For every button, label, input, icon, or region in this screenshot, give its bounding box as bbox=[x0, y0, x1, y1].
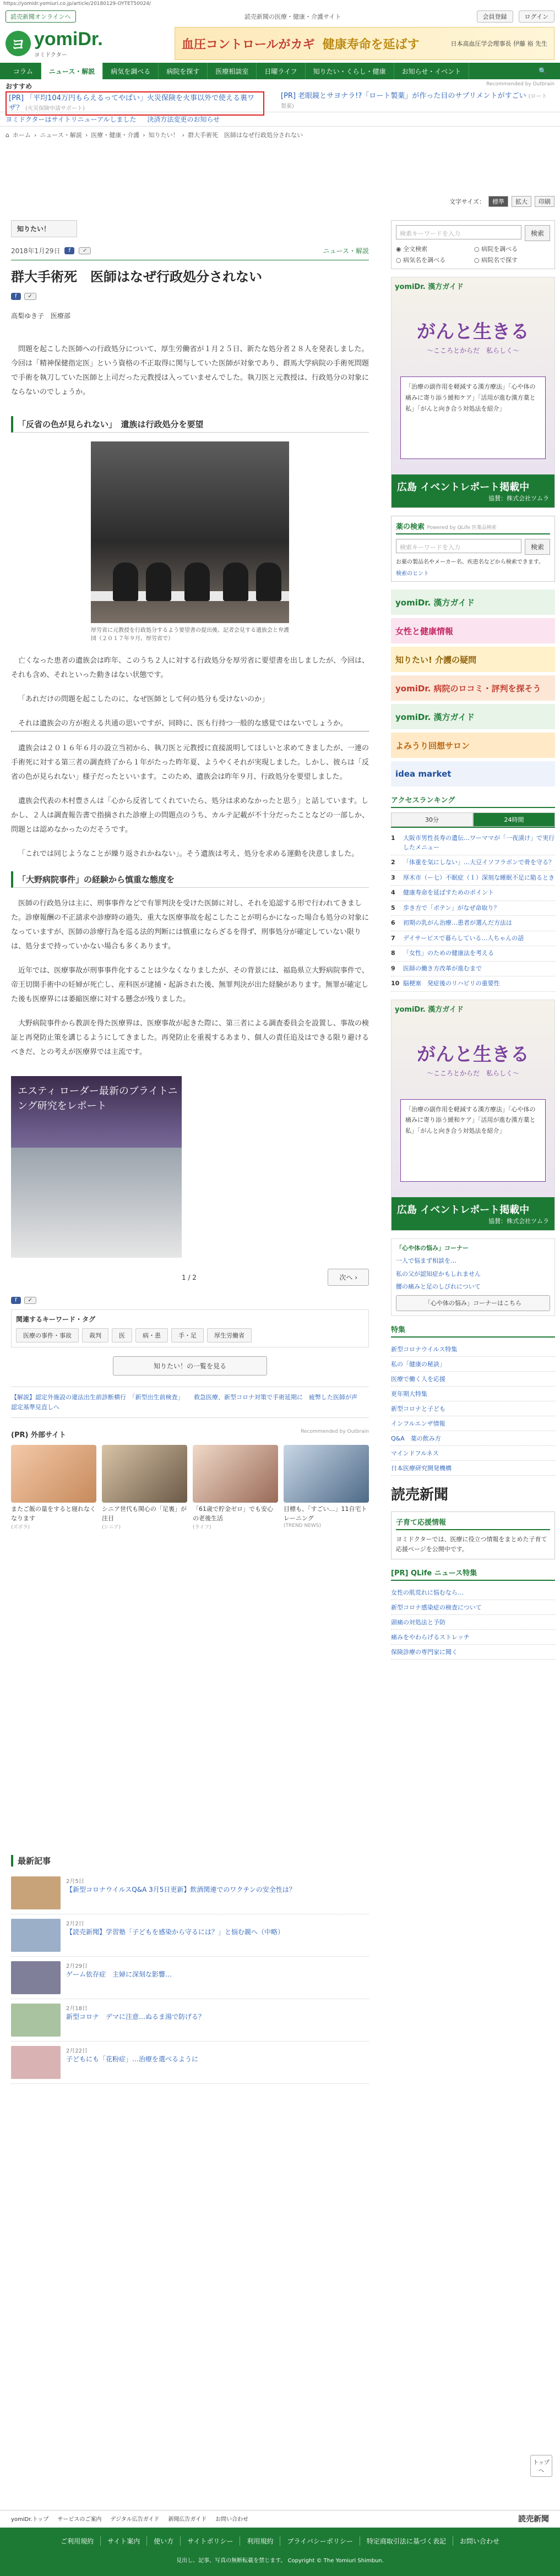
news-item[interactable]: 2月29日 ゲーム依存症 主婦に深刻な影響… bbox=[11, 1957, 369, 1999]
news-item[interactable]: 2月2日 【読売新聞】学習塾「子どもを感染から守るには？」と悩む親へ（中略） bbox=[11, 1914, 369, 1957]
ranking-title: アクセスランキング bbox=[391, 794, 555, 808]
breadcrumb-current: 群大手術死 医師はなぜ行政処分されない bbox=[188, 132, 303, 139]
drug-search: 薬の検索 Powered by QLife 医薬品検索 検索キーワードを入力 検索 お薬の製品名やメーカー名、疾患名などから検索できます。 検索のヒント bbox=[391, 516, 555, 582]
logo-mark-icon: ヨ bbox=[6, 31, 31, 56]
qlife-link[interactable]: 頭痛の対処法と予防 bbox=[391, 1615, 555, 1630]
footer-link[interactable]: お問い合わせ bbox=[215, 2517, 249, 2523]
qlife-news: [PR] QLife ニュース特集 女性の肌荒れに悩むなら… 新型コロナ感染症の検査について 頭痛の対処法と予防 痛みをやわらげるストレッチ 保険診療の専門家に聞く bbox=[391, 1567, 555, 1660]
ranking-item[interactable]: 3 厚木市（ー七）不眠症（１）深刻な睡眠不足に陥るとき bbox=[391, 871, 555, 886]
side-banner[interactable]: 女性と健康情報 bbox=[391, 618, 555, 643]
breadcrumb-item[interactable]: 医療・健康・介護 bbox=[91, 132, 140, 139]
drug-search-button[interactable]: 検索 bbox=[525, 539, 550, 555]
article-paragraph: 近年では、医療事故が刑事事件化することは少なくなりましたが、その背景には、福島県立大野病院事件で、帝王切開手術中の妊婦が死亡し、産科医が逮捕・起訴された後、無罪判決が出た経験があります。無罪が確定した後も医療界には萎縮医療に対する懸念が残りました。 bbox=[11, 967, 369, 1003]
qa-more-button[interactable]: 「心や体の悩み」コーナーはこちら bbox=[396, 1295, 550, 1312]
article-meta bbox=[11, 242, 369, 260]
footer-nav-link[interactable]: お問い合わせ bbox=[459, 2537, 499, 2545]
top-bar bbox=[0, 9, 560, 24]
article-kicker: 知りたい！ bbox=[11, 220, 77, 237]
qa-item[interactable]: 私の父が認知症かもしれません bbox=[396, 1270, 481, 1278]
keyword-tags bbox=[11, 1309, 369, 1347]
notice-link[interactable]: 決済方法変更のお知らせ bbox=[147, 116, 220, 123]
nav-item[interactable]: 病気を調べる bbox=[103, 63, 159, 79]
subscribe-link[interactable]: 読売新聞オンラインへ bbox=[6, 10, 76, 23]
pr-heading: (PR) 外部サイト Recommended by Outbrain bbox=[11, 1429, 369, 1440]
nav-item[interactable]: お知らせ・イベント bbox=[394, 63, 470, 79]
photo-caption: 厚労省に元教授を行政処分するよう要望書の提出後、記者会見する遺族会と弁護団（２０１７年９月、厚労省で） bbox=[91, 627, 289, 642]
latest-news-heading: 最新記事 bbox=[11, 1855, 369, 1866]
breadcrumb-item[interactable]: 知りたい！ bbox=[148, 132, 179, 139]
side-banner[interactable]: idea market bbox=[391, 761, 555, 787]
pr-card[interactable]: 「61歳で貯金ゼロ」でも安心の老後生活 (ライフ) bbox=[193, 1445, 278, 1530]
recommended-strip bbox=[0, 79, 560, 112]
feature-link[interactable]: 新型コロナと子ども bbox=[391, 1401, 555, 1416]
page-indicator: 1 / 2 bbox=[182, 1273, 197, 1281]
tag-chip[interactable]: 厚生労働省 bbox=[207, 1328, 252, 1342]
feature-list: 特集 新型コロナウイルス特集 私の「健康の秘訣」 医療で働く人を応援 更年期大特集 新型コロナと子ども インフルエンザ情報 Q&A 薬の飲み方 マインドフルネス 日本医療研究開発機構 bbox=[391, 1324, 555, 1476]
font-large-button[interactable]: 拡大 bbox=[512, 196, 531, 207]
footer-nav-link[interactable]: サイト案内 bbox=[101, 2536, 147, 2546]
header-banner-ad[interactable] bbox=[175, 27, 554, 60]
ranking-tab[interactable]: 30分 bbox=[391, 812, 473, 827]
ranking-item[interactable]: 9 医師の働き方改革が進むまで bbox=[391, 962, 555, 977]
article-photo bbox=[91, 441, 289, 623]
sidebar-ad[interactable]: yomiDr. 漢方ガイド がんと生きる 〜こころとからだ 私らしく〜 「治療の副作用を軽減する漢方療法」「心や体の痛みに寄り添う緩和ケア」「活用が進む漢方薬と私」「がんと向き合う対処法を紹介」 広島 イベントレポート掲載中 協賛：株式会社ツムラ bbox=[391, 1000, 555, 1231]
sidebar bbox=[391, 220, 555, 1660]
nav-item[interactable]: 日曜ライフ bbox=[257, 63, 305, 79]
prev-next-links bbox=[11, 1387, 369, 1418]
nav-item[interactable]: 知りたい・くらし・健康 bbox=[306, 63, 394, 79]
article-paragraph: 医師の行政処分は主に、刑事事件などで有罪判決を受けた医師に対し、それを追認する形で行われてきました。診療報酬の不正請求や診療時の過失、重大な医療事故を起こしたことが明らかになった場合も処分の対象になっていますが、医師の診療行為を巡る法的判断には慎重にならざるを得ず、刑事処分が確定していない限りは、処分まで持っていかない場合も多くあります。 bbox=[11, 899, 369, 951]
tag-chip[interactable]: 医 bbox=[112, 1328, 132, 1342]
drug-search-desc: お薬の製品名やメーカー名、疾患名などから検索できます。 bbox=[396, 559, 544, 565]
header bbox=[0, 24, 560, 63]
qa-corner: 「心や体の悩み」コーナー 一人で悩まず相談を… 私の父が認知症かもしれません 腰の痛みと足のしびれについて 「心や体の悩み」コーナーはこちら bbox=[391, 1238, 555, 1317]
qa-item[interactable]: 腰の痛みと足のしびれについて bbox=[396, 1283, 481, 1291]
search-radio[interactable]: ○ 病院名で探す bbox=[474, 256, 518, 264]
feature-link[interactable]: 更年期大特集 bbox=[391, 1387, 555, 1401]
feature-link[interactable]: 私の「健康の秘訣」 bbox=[391, 1357, 555, 1372]
ranking-item[interactable]: 4 健康寿命を延ばすためのポイント bbox=[391, 886, 555, 901]
home-icon: ⌂ bbox=[6, 131, 9, 139]
side-banner[interactable]: 知りたい! 介護の疑問 bbox=[391, 647, 555, 672]
share-buttons-bottom bbox=[11, 1297, 369, 1304]
qlife-link[interactable]: 痛みをやわらげるストレッチ bbox=[391, 1630, 555, 1645]
yomiuri-logo[interactable]: 読売新聞 bbox=[391, 1487, 449, 1504]
tag-chip[interactable]: 医療の事件・事故 bbox=[16, 1328, 79, 1342]
ranking-item[interactable]: 2 「体重を気にしない」…大豆イソフラボンで骨を守る？ bbox=[391, 855, 555, 871]
site-tagline: 読売新聞の医療・健康・介護サイト bbox=[244, 13, 341, 20]
search-radio[interactable]: ○ 病気名を調べる bbox=[396, 256, 446, 264]
news-item[interactable]: 2月18日 新型コロナ デマに注意…ぬるま湯で防げる？ bbox=[11, 1999, 369, 2042]
article-date: 2018年1月29日 bbox=[11, 247, 61, 255]
prev-article-link[interactable]: 【解説】認定外施設の違法出生前診断横行 「新型出生前検査」認定基準見直しへ bbox=[11, 1394, 184, 1411]
site-search bbox=[391, 220, 555, 269]
footer-link[interactable]: デジタル広告ガイド bbox=[110, 2517, 160, 2523]
recommended-item[interactable]: [PR] 「平均104万円もらえるってやばい」火災保険を火事以外で使える裏ワザ？ (火災保険申請サポート) bbox=[6, 91, 264, 116]
site-logo[interactable]: ヨ yomiDr. ヨミドクター bbox=[6, 29, 103, 58]
banner-sponsor: 日本高血圧学会理事長 伊藤 裕 先生 bbox=[450, 40, 547, 47]
ranking-item[interactable]: 6 初期の乳がん治療…患者が選んだ方法は bbox=[391, 916, 555, 931]
pr-grid bbox=[11, 1445, 369, 1530]
font-standard-button[interactable]: 標準 bbox=[488, 196, 508, 207]
breadcrumb: ⌂ ホーム › ニュース・解説 › 医療・健康・介護 › 知りたい！ › 群大手術死 医師はなぜ行政処分されない bbox=[6, 131, 303, 139]
notice-link[interactable]: ヨミドクターはサイトリニューアルしました bbox=[6, 116, 137, 123]
feature-link[interactable]: Q&A 薬の飲み方 bbox=[391, 1431, 555, 1446]
access-ranking bbox=[391, 794, 555, 992]
tag-chip[interactable]: 裁判 bbox=[82, 1328, 108, 1342]
footer-links bbox=[0, 2510, 560, 2526]
ranking-item[interactable]: 5 歩き方で「ポテン」がなぜ命取り？ bbox=[391, 901, 555, 916]
article-main bbox=[11, 220, 369, 2084]
sidebar-ad[interactable]: yomiDr. 漢方ガイド がんと生きる 〜こころとからだ 私らしく〜 「治療の副作用を軽減する漢方療法」「心や体の痛みに寄り添う緩和ケア」「活用が進む漢方薬と私」「がんと向き合う対処法を紹介」 広島 イベントレポート掲載中 協賛：株式会社ツムラ bbox=[391, 277, 555, 508]
tag-chip[interactable]: 病・患 bbox=[135, 1328, 168, 1342]
search-radio[interactable]: ○ 病院を調べる bbox=[474, 245, 518, 253]
feature-link[interactable]: 医療で働く人を応援 bbox=[391, 1372, 555, 1387]
copyright: 見出し、記事、写真の無断転載を禁じます。 Copyright © The Yomiuri Shimbun. bbox=[176, 2558, 384, 2564]
back-to-top-button[interactable]: トップへ bbox=[530, 2455, 552, 2477]
ranking-item[interactable]: 8 「女性」のための健康法を考える bbox=[391, 946, 555, 962]
qa-item[interactable]: 一人で悩まず相談を… bbox=[396, 1257, 456, 1265]
global-nav bbox=[0, 63, 560, 79]
check-button[interactable]: ✓ bbox=[79, 247, 91, 254]
breadcrumb-item[interactable]: ニュース・解説 bbox=[40, 132, 82, 139]
side-banner[interactable]: よみうり回想サロン bbox=[391, 733, 555, 758]
breadcrumb-item[interactable]: ホーム bbox=[12, 132, 31, 139]
inline-ad[interactable]: エスティ ローダー最新のブライトニング研究をレポート bbox=[11, 1076, 182, 1258]
footer-link[interactable]: サービスのご案内 bbox=[57, 2517, 102, 2523]
share-buttons bbox=[11, 293, 369, 300]
article-paragraph: 「これでは同じようなことが繰り返されかねない」。そう遺族は考え、処分を求める運動を決意しました。 bbox=[18, 850, 359, 858]
login-button[interactable]: ログイン bbox=[519, 10, 554, 23]
article-paragraph: 遺族会代表の木村豊さんは「心から反省してくれていたら、処分は求めなかったと思う」と話しています。しかし、２人は調査報告書で指摘された診療上の問題点のうち、カルテ記載が不十分だったことなどの一部しか、問題とは認めなかったのだそうです。 bbox=[11, 797, 369, 834]
recommended-heading: おすすめ bbox=[6, 83, 32, 90]
article-paragraph: 遺族会は２０１６年６月の設立当初から、執刀医と元教授に直接説明してほしいと求めてきましたが、一連の手術死に対する第三者の調査終了から１年がたった昨年夏、ようやくそれが実現しました。しかし、彼らは「反省の色が見られない」様子だったといいます。このため、遺族会は昨年９月、行政処分を要望しました。 bbox=[11, 744, 369, 781]
next-article-link[interactable]: 救急医療、新型コロナ対策で手術延期に 疲弊した医師が声 bbox=[194, 1394, 357, 1401]
footer-link[interactable]: 読売新聞 bbox=[518, 2514, 549, 2524]
article-title: 群大手術死 医師はなぜ行政処分されない bbox=[11, 269, 262, 285]
side-banner[interactable]: yomiDr. 漢方ガイド bbox=[391, 590, 555, 615]
facebook-share-button[interactable]: f bbox=[11, 1297, 21, 1304]
news-item[interactable]: 2月5日 【新型コロナウイルスQ&A 3月5日更新】飲酒関連でのワクチンの安全性は？ bbox=[11, 1872, 369, 1914]
search-icon[interactable]: 🔍 bbox=[539, 67, 547, 75]
footer bbox=[0, 2528, 560, 2576]
news-item[interactable]: 2月22日 子どもにも「花粉症」…治療を選べるように bbox=[11, 2042, 369, 2084]
next-page-button[interactable]: 次へ › bbox=[328, 1269, 369, 1286]
ranking-item[interactable]: 1 大阪市男性長寿の遺伝…ワーママが「一夜漬け」で実行したメニュー bbox=[391, 831, 555, 855]
article-lead: 問題を起こした医師への行政処分について、厚生労働省が１月２５日、新たな処分者２８人を発表しました。今回は「精神保健指定医」という資格の不正取得に関与していた医師が対象であり、群馬大学病院の手術死問題で手術を執刀していた医師と上司だった元教授は入っていませんでした。執刀医と元教授は、行政処分の対象にならないのでしょうか。 bbox=[11, 345, 369, 396]
spacer bbox=[11, 1547, 369, 1822]
url-bar: https://yomidr.yomiuri.co.jp/article/20180129-OYTET50024/ bbox=[0, 0, 560, 9]
keyword-title: 関連するキーワード・タグ bbox=[16, 1316, 96, 1323]
check-button[interactable]: ✓ bbox=[24, 293, 36, 300]
qlife-link[interactable]: 保険診療の専門家に聞く bbox=[391, 1645, 555, 1660]
ranking-tab-active[interactable]: 24時間 bbox=[473, 812, 555, 827]
pr-card[interactable]: シニア世代も関心の「足裏」が注目 (シニア) bbox=[102, 1445, 187, 1530]
ranking-item[interactable]: 10 脳梗塞 発症後のリハビリの重要性 bbox=[391, 976, 555, 992]
footer-nav-link[interactable]: ご利用規約 bbox=[54, 2536, 101, 2546]
nav-item[interactable]: コラム bbox=[6, 63, 41, 79]
section-heading: 「反省の色が見られない」 遺族は行政処分を要望 bbox=[11, 416, 369, 433]
pagination bbox=[11, 1269, 369, 1286]
section-heading: 「大野病院事件」の経験から慎重な態度を bbox=[11, 871, 369, 888]
footer-nav-link[interactable]: 特定商取引法に基づく表記 bbox=[360, 2536, 453, 2546]
article-paragraph: 大野病院事件から教訓を得た医療界は、医療事故が起きた際に、第三者による調査委員会を設置し、事故の検証と再発防止策を講じるようにしてきました。再発防止を重視するあまり、個人の責任追及はできる限り避けるべきだ、との考えが医療界では主流です。 bbox=[11, 1019, 369, 1056]
pr-card[interactable]: またご飯の量をすると寝れなくなります (ズボラ) bbox=[11, 1445, 96, 1530]
feature-link[interactable]: 新型コロナウイルス特集 bbox=[391, 1342, 555, 1357]
child-support: 子育て応援情報 ヨミドクターでは、医療に役立つ情報をまとめた子育て応援ページを公開中です。 bbox=[391, 1511, 555, 1559]
nav-item[interactable]: 医療相談室 bbox=[208, 63, 257, 79]
print-button[interactable]: 印刷 bbox=[535, 196, 554, 207]
facebook-share-button[interactable]: f bbox=[11, 293, 21, 300]
drug-search-hint-link[interactable]: 検索のヒント bbox=[396, 571, 429, 577]
footer-nav-link[interactable]: プライバシーポリシー bbox=[280, 2536, 360, 2546]
side-banner[interactable]: yomiDr. 病院のロコミ・評判を探そう bbox=[391, 675, 555, 701]
outbrain-label: Recommended by Outbrain bbox=[486, 81, 554, 87]
footer-nav-link[interactable]: 利用規約 bbox=[240, 2536, 280, 2546]
article-paragraph: 亡くなった患者の遺族会は昨年、このうち２人に対する行政処分を厚労省に要望書を出しましたが、今回は、それも含め、それといった動きはない状態です。 bbox=[11, 657, 369, 679]
footer-nav-link[interactable]: 使い方 bbox=[147, 2536, 181, 2546]
font-size-label: 文字サイズ： bbox=[449, 198, 485, 205]
nav-item-active[interactable]: ニュース・解説 bbox=[41, 63, 103, 79]
search-input[interactable]: 検索キーワードを入力 bbox=[396, 225, 521, 239]
article-category[interactable]: ニュース・解説 bbox=[323, 247, 369, 255]
side-banner[interactable]: yomiDr. 漢方ガイド bbox=[391, 704, 555, 729]
feature-link[interactable]: 日本医療研究開発機構 bbox=[391, 1461, 555, 1476]
font-tools bbox=[449, 196, 554, 207]
pr-card[interactable]: 目標も、「すごい…」11自宅トレーニング (TREND NEWS) bbox=[284, 1445, 369, 1530]
tag-chip[interactable]: 手・足 bbox=[171, 1328, 204, 1342]
feature-link[interactable]: インフルエンザ情報 bbox=[391, 1416, 555, 1431]
list-button[interactable]: 知りたい！の一覧を見る bbox=[113, 1356, 267, 1376]
ranking-item[interactable]: 7 デイサービスで暮らしている…人ちゃんの話 bbox=[391, 931, 555, 947]
feature-link[interactable]: マインドフルネス bbox=[391, 1446, 555, 1461]
article-paragraph: それは遺族会の方が抱える共通の思いですが、同時に、医も行持つ一般的な感覚ではないでしょうか。 bbox=[11, 717, 369, 732]
article-byline: 高梨ゆき子 医療部 bbox=[11, 312, 71, 320]
banner-headline-1: 血圧コントロールがカギ bbox=[182, 37, 315, 52]
member-button[interactable]: 会員登録 bbox=[477, 10, 513, 23]
banner-headline-2: 健康寿命を延ばす bbox=[322, 37, 420, 52]
article-paragraph: 「あれだけの問題を起こしたのに、なぜ医師として何の処分も受けないのか」 bbox=[18, 695, 269, 703]
facebook-share-button[interactable]: f bbox=[64, 247, 74, 254]
footer-link[interactable]: 新聞広告ガイド bbox=[168, 2517, 207, 2523]
qlife-link[interactable]: 女性の肌荒れに悩むなら… bbox=[391, 1585, 555, 1600]
footer-link[interactable]: yomiDr.トップ bbox=[11, 2517, 49, 2523]
inline-ad-row bbox=[11, 1076, 369, 1258]
qlife-link[interactable]: 新型コロナ感染症の検査について bbox=[391, 1600, 555, 1615]
search-button[interactable]: 検索 bbox=[525, 225, 550, 241]
footer-nav-link[interactable]: サイトポリシー bbox=[181, 2536, 240, 2546]
recommended-item[interactable]: [PR] 老眼鏡とサヨナラ!?「ロート製薬」が作った目のサプリメントがすごい (ロート製薬) bbox=[281, 92, 547, 110]
nav-item[interactable]: 病院を探す bbox=[159, 63, 208, 79]
check-button[interactable]: ✓ bbox=[24, 1297, 36, 1304]
drug-search-input[interactable]: 検索キーワードを入力 bbox=[396, 539, 521, 553]
search-radio[interactable]: ◉ 全文検索 bbox=[396, 245, 428, 253]
